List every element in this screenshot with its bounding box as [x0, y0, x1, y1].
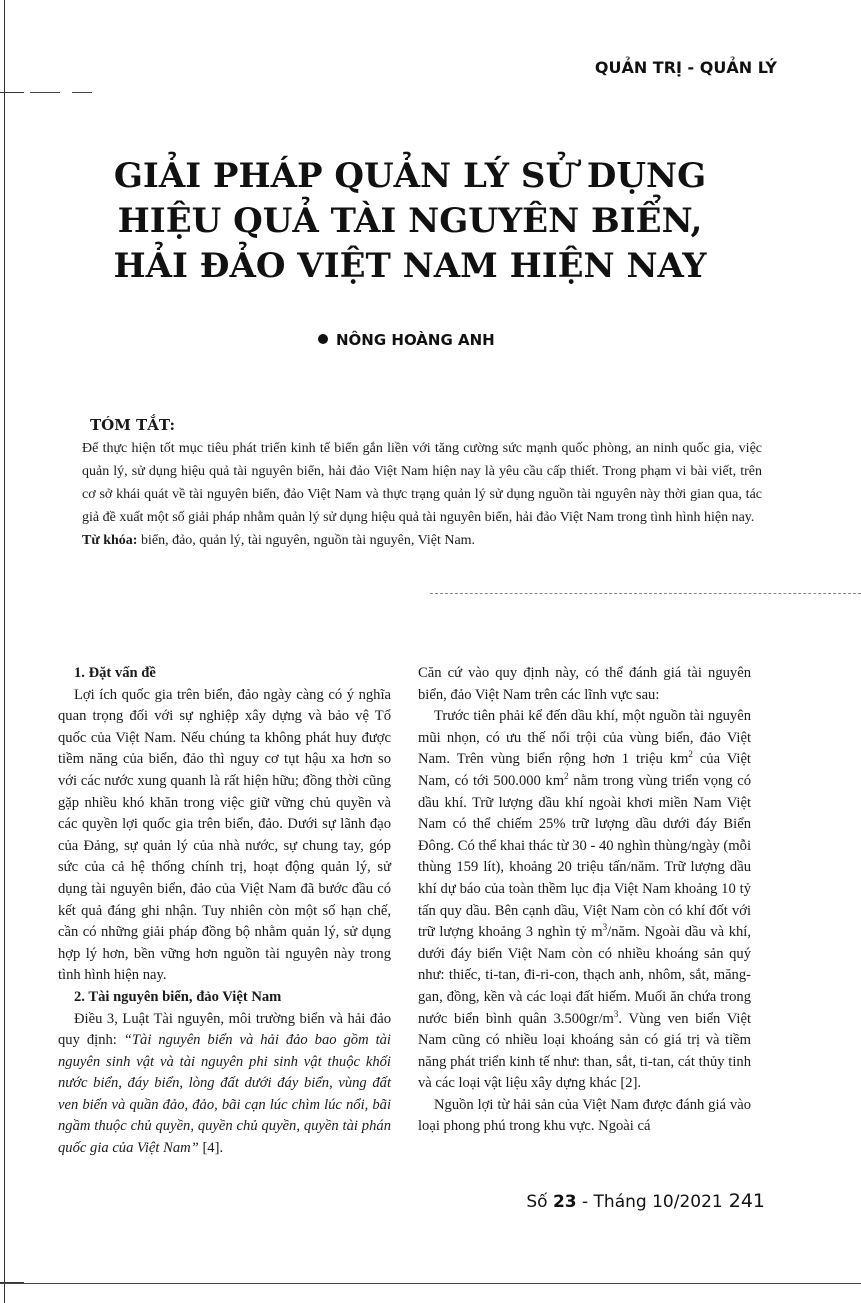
bottom-rule — [0, 1283, 861, 1284]
paragraph — [58, 1009, 391, 1160]
paragraph-text: của Việt Nam, có tới 500.000 km — [418, 751, 751, 789]
bullet-icon — [318, 334, 328, 344]
paragraph-text: Trước tiên phải kể đến dầu khí, một nguồn tài nguyên mũi nhọn, có ưu thế nổi trội của vùng biển, đảo Việt Nam. Trên vùng biển rộng hơn 1 triệu km — [418, 708, 751, 768]
superscript: 3 — [613, 1008, 619, 1019]
keywords-text: biển, đảo, quản lý, tài nguyên, nguồn tài nguyên, Việt Nam. — [137, 533, 476, 548]
page-number: 241 — [728, 1190, 765, 1212]
title-line-1: GIẢI PHÁP QUẢN LÝ SỬ DỤNG — [113, 156, 707, 196]
margin-dash — [72, 92, 92, 93]
keywords-label: Từ khóa: — [82, 533, 138, 548]
margin-dash — [30, 92, 60, 93]
article-title — [80, 154, 740, 289]
heading-2: 2. Tài nguyên biển, đảo Việt Nam — [74, 988, 282, 1005]
issue-date: - Tháng 10/2021 — [576, 1192, 723, 1212]
margin-tick — [0, 92, 24, 93]
citation: [4]. — [198, 1140, 224, 1157]
paragraph-text: Điều 3, Luật Tài nguyên, môi trường biển và hải đảo quy định: — [58, 1010, 391, 1049]
abstract-label: TÓM TẮT: — [90, 416, 176, 434]
right-column — [418, 663, 751, 1138]
paragraph: Nguồn lợi từ hải sản của Việt Nam được đánh giá vào loại phong phú trong khu vực. Ngoài cá — [418, 1096, 751, 1135]
keywords — [82, 529, 762, 552]
issue-prefix: Số — [526, 1192, 553, 1212]
author-name: NÔNG HOÀNG ANH — [336, 331, 495, 349]
paragraph — [418, 706, 751, 1095]
paragraph-text: /năm. Ngoài dầu và khí, dưới đáy biển Việt Nam còn có nhiều khoáng sản quý như: thiếc, ti-tan, đi-ri-con, thạch anh, nhôm, sắt, măng-gan, đồng, kền và các loại đất hiếm. Muối ăn chứa trong nước biển bình quân 3.500gr/m — [418, 924, 751, 1027]
superscript: 3 — [602, 922, 608, 933]
section-divider — [430, 593, 861, 594]
paragraph: Căn cứ vào quy định này, có thể đánh giá tài nguyên biển, đảo Việt Nam trên các lĩnh vực sau: — [418, 665, 751, 703]
title-line-2: HIỆU QUẢ TÀI NGUYÊN BIỂN, — [117, 201, 703, 241]
page-footer — [526, 1190, 765, 1212]
left-column — [58, 663, 391, 1160]
issue-number: 23 — [552, 1192, 577, 1212]
paragraph: Lợi ích quốc gia trên biển, đảo ngày càng có ý nghĩa quan trọng đối với sự nghiệp xây dựng và bảo vệ Tổ quốc của Việt Nam. Nếu chúng ta không phát huy được tiềm năng của biển, đảo thì nguy cơ tụt hậu xa hơn so với các nước xung quanh là rất hiện hữu; đồng thời cũng gặp nhiều khó khăn trong việc giữ vững chủ quyền và các quyền lợi quốc gia trên biển, đảo. Dưới sự lãnh đạo của Đảng, sự quản lý của nhà nước, sự chung tay, góp sức của cả hệ thống chính trị, hoạt động quản lý, sử dụng tài nguyên biển, đảo của Việt Nam đã bước đầu có kết quả đáng ghi nhận. Tuy nhiên còn một số hạn chế, cần có những giải pháp đồng bộ nhằm quản lý, sử dụng hợp lý hơn, bền vững hơn nguồn tài nguyên này trong tình hình hiện nay. — [58, 686, 391, 984]
abstract — [82, 414, 762, 552]
paragraph-text: . Vùng ven biển Việt Nam cũng có nhiều loại khoáng sản có giá trị và tiềm năng phát triển kinh tế như: than, sắt, ti-tan, cát thủy tinh và các loại vật liệu xây dựng khác [2]. — [418, 1010, 751, 1092]
heading-1: 1. Đặt vấn đề — [74, 665, 156, 681]
superscript: 2 — [688, 749, 693, 760]
paragraph-text: nằm trong vùng triển vọng có dầu khí. Trữ lượng dầu khí ngoài khơi miền Nam Việt Nam có thể chiếm 25% trữ lượng dầu dưới đáy Biển Đông. Có thể khai thác từ 30 - 40 nghìn thùng/ngày (mỗi thùng 159 lít), khoảng 20 triệu tấn/năm. Trữ lượng dầu khí dự báo của toàn thềm lục địa Việt Nam khoảng 10 tỷ tấn quy dầu. Bên cạnh dầu, Việt Nam còn có khí đốt với trữ lượng khoảng 3 nghìn tỷ m — [418, 772, 751, 941]
title-line-3: HẢI ĐẢO VIỆT NAM HIỆN NAY — [113, 246, 707, 286]
legal-quote: “Tài nguyên biển và hải đảo bao gồm tài nguyên sinh vật và tài nguyên phi sinh vật thuộc khối nước biển, đáy biển, lòng đất dưới đáy biển, vùng đất ven biển và quần đảo, đảo, bãi cạn lúc chìm lúc nổi, bãi ngầm thuộc chủ quyền, quyền chủ quyền, quyền tài phán quốc gia của Việt Nam” — [58, 1032, 391, 1157]
left-margin-line — [4, 0, 5, 1303]
section-tag: QUẢN TRỊ - QUẢN LÝ — [594, 58, 777, 77]
abstract-text: Để thực hiện tốt mục tiêu phát triển kinh tế biển gắn liền với tăng cường sức mạnh quốc phòng, an ninh quốc gia, việc quản lý, sử dụng hiệu quả tài nguyên biển, hải đảo Việt Nam hiện nay là yêu cầu cấp thiết. Trong phạm vi bài viết, trên cơ sở khái quát về tài nguyên biển, đảo Việt Nam và thực trạng quản lý sử dụng nguồn tài nguyên này thời gian qua, tác giả đề xuất một số giải pháp nhằm quản lý sử dụng hiệu quả tài nguyên biển, hải đảo Việt Nam trong tình hình hiện nay. — [82, 441, 762, 525]
author — [318, 331, 495, 349]
superscript: 2 — [564, 771, 569, 782]
